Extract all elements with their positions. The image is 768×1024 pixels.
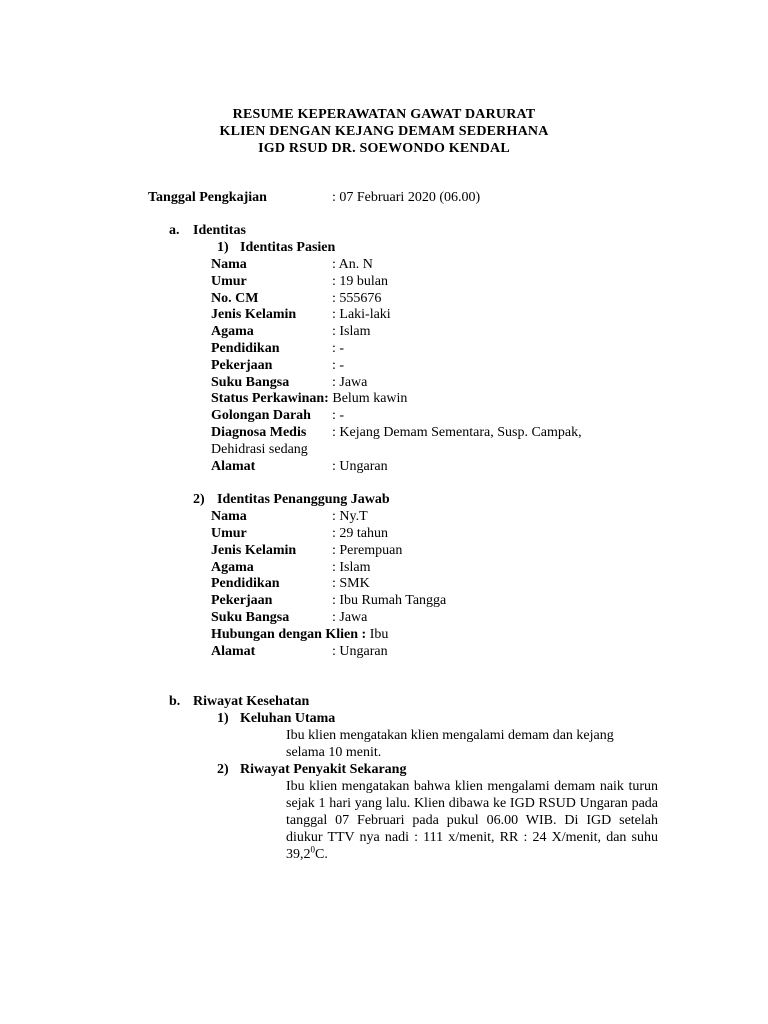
guardian-field-label: Nama [211, 509, 247, 524]
diagnosis-continuation: Dehidrasi sedang [211, 442, 308, 457]
patient-field-label: Jenis Kelamin [211, 307, 297, 322]
patient-field-label: Pendidikan [211, 341, 280, 356]
degree-sign: 0 [310, 844, 315, 855]
section-b-marker: b. [169, 694, 181, 709]
guardian-address-label: Alamat [211, 644, 256, 659]
patient-field-value: : An. N [332, 257, 373, 272]
patient-field-label: Pekerjaan [211, 358, 273, 373]
guardian-field-label: Umur [211, 526, 247, 541]
section-b-heading: Riwayat Kesehatan [193, 694, 310, 709]
complaint-marker: 1) [217, 711, 229, 726]
section-a-marker: a. [169, 223, 180, 238]
patient-field-value: : - [332, 341, 345, 356]
guardian-field-value: : Islam [332, 560, 371, 575]
guardian-field-label: Pekerjaan [211, 593, 273, 608]
marital-status-value: Belum kawin [332, 391, 408, 406]
guardian-identity-marker: 2) [193, 492, 205, 507]
patient-field-value: : Laki-laki [332, 307, 391, 322]
guardian-field-value: : Jawa [332, 610, 368, 625]
diagnosis-value: : Kejang Demam Sementara, Susp. Campak, [332, 425, 582, 440]
patient-field-value: : - [332, 358, 345, 373]
document-title-line-3: IGD RSUD DR. SOEWONDO KENDAL [258, 141, 510, 156]
patient-field-label: Agama [211, 324, 254, 339]
guardian-field-value: : Ny.T [332, 509, 368, 524]
patient-address-label: Alamat [211, 459, 256, 474]
guardian-field-label: Jenis Kelamin [211, 543, 297, 558]
diagnosis-label: Diagnosa Medis [211, 425, 307, 440]
document-title-line-1: RESUME KEPERAWATAN GAWAT DARURAT [232, 107, 536, 122]
guardian-field-value: : Ibu Rumah Tangga [332, 593, 447, 608]
patient-field-label: No. CM [211, 291, 259, 306]
marital-status-label: Status Perkawinan: [211, 391, 329, 406]
patient-field-label: Umur [211, 274, 247, 289]
patient-field-label: Nama [211, 257, 247, 272]
current-illness-text-end: C. [315, 847, 328, 862]
patient-identity-heading: Identitas Pasien [240, 240, 336, 255]
current-illness-marker: 2) [217, 762, 229, 777]
patient-address-value: : Ungaran [332, 459, 388, 474]
section-a-heading: Identitas [193, 223, 246, 238]
current-illness-heading: Riwayat Penyakit Sekarang [240, 762, 407, 777]
patient-identity-marker: 1) [217, 240, 229, 255]
document-title-line-2: KLIEN DENGAN KEJANG DEMAM SEDERHANA [219, 124, 549, 139]
assessment-date-value: : 07 Februari 2020 (06.00) [332, 190, 481, 205]
current-illness-text-main: Ibu klien mengatakan bahwa klien mengalami demam naik turun sejak 1 hari yang lalu. Klien dibawa ke IGD RSUD Ungaran pada tanggal 07 Februari pada pukul 06.00 WIB. Di IGD setelah diukur TTV nya nadi : 111 x/menit, RR : 24 X/menit, dan suhu 39,2 [286, 779, 658, 862]
blood-type-value: : - [332, 408, 345, 423]
patient-field-label: Suku Bangsa [211, 375, 290, 390]
guardian-field-value: : 29 tahun [332, 526, 388, 541]
guardian-field-value: : Perempuan [332, 543, 403, 558]
assessment-date-label: Tanggal Pengkajian [148, 190, 267, 205]
guardian-field-label: Suku Bangsa [211, 610, 290, 625]
guardian-field-label: Pendidikan [211, 576, 280, 591]
relation-value: Ibu [369, 627, 389, 642]
marital-status-row [211, 390, 407, 407]
patient-field-value: : 19 bulan [332, 274, 388, 289]
relation-label: Hubungan dengan Klien : [211, 627, 367, 642]
relation-row [211, 626, 388, 643]
guardian-field-label: Agama [211, 560, 254, 575]
guardian-identity-heading: Identitas Penanggung Jawab [217, 492, 390, 507]
patient-field-value: : Jawa [332, 375, 368, 390]
current-illness-text [286, 778, 658, 863]
blood-type-label: Golongan Darah [211, 408, 311, 423]
complaint-heading: Keluhan Utama [240, 711, 336, 726]
guardian-field-value: : SMK [332, 576, 370, 591]
patient-field-value: : 555676 [332, 291, 382, 306]
patient-field-value: : Islam [332, 324, 371, 339]
guardian-address-value: : Ungaran [332, 644, 388, 659]
complaint-text: Ibu klien mengatakan klien mengalami demam dan kejang selama 10 menit. [286, 728, 614, 760]
